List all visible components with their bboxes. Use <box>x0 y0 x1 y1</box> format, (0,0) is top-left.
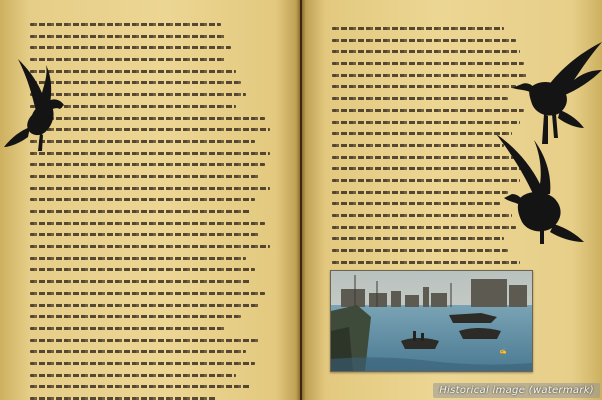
text-line <box>332 226 516 229</box>
text-line <box>30 374 236 377</box>
text-line <box>30 268 255 271</box>
text-line <box>332 50 520 53</box>
text-line <box>30 46 231 49</box>
text-line <box>332 202 500 205</box>
text-line <box>30 257 246 260</box>
text-line <box>332 121 520 124</box>
text-line <box>30 23 221 26</box>
text-line <box>30 315 241 318</box>
text-line <box>30 292 265 295</box>
text-line <box>332 191 508 194</box>
text-line <box>332 144 504 147</box>
text-line <box>332 156 516 159</box>
text-line <box>332 109 524 112</box>
text-line <box>332 74 528 77</box>
text-line <box>30 233 260 236</box>
text-line <box>30 187 270 190</box>
text-line <box>30 222 265 225</box>
text-line <box>30 339 260 342</box>
text-line <box>30 385 251 388</box>
text-line <box>332 39 516 42</box>
text-line <box>30 280 251 283</box>
text-line <box>30 304 260 307</box>
text-line <box>30 245 270 248</box>
text-line <box>332 237 504 240</box>
raven-icon <box>2 55 68 153</box>
text-line <box>30 35 226 38</box>
text-line <box>30 362 255 365</box>
text-line <box>30 163 265 166</box>
text-line <box>30 198 255 201</box>
text-line <box>332 62 524 65</box>
text-line <box>30 327 226 330</box>
svg-text:✍: ✍ <box>499 348 507 355</box>
harbour-print <box>330 270 533 372</box>
text-line <box>30 350 246 353</box>
watermark: Historical image (watermark) <box>433 383 600 398</box>
text-line <box>332 261 520 264</box>
text-line <box>332 214 512 217</box>
text-line <box>332 85 516 88</box>
text-line <box>332 97 508 100</box>
text-line <box>332 249 508 252</box>
book-gutter <box>296 0 306 400</box>
text-line <box>30 175 260 178</box>
raven-icon <box>490 132 586 244</box>
text-line <box>30 210 251 213</box>
text-line <box>332 27 504 30</box>
text-line <box>332 132 512 135</box>
